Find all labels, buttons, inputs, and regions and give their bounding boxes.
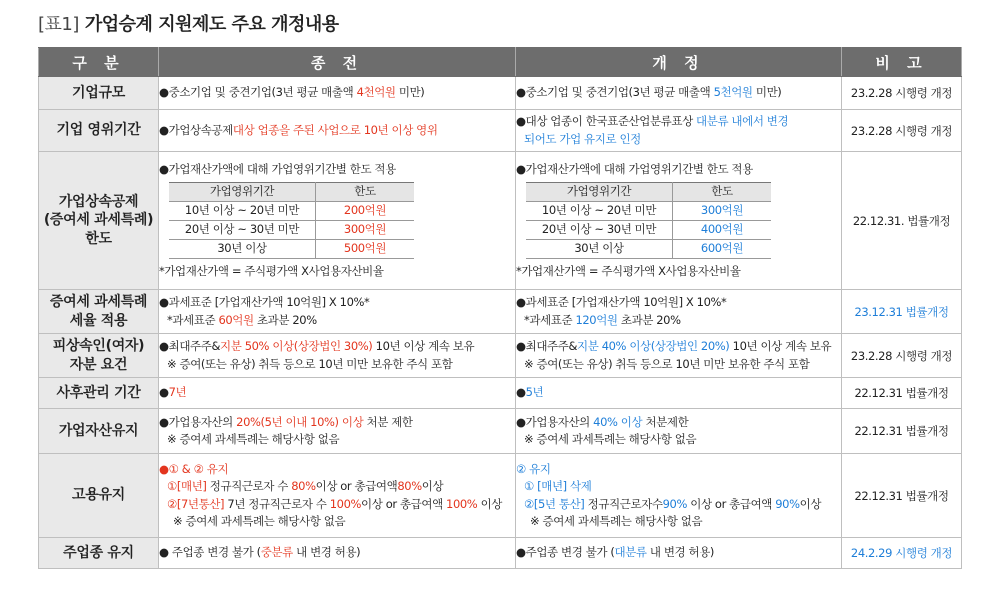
row-label: 피상속인(여자) 자분 요건 [39, 334, 159, 378]
after-cell: ●대상 업종이 한국표준산업분류표상 대분류 내에서 변경 되어도 가업 유지로 인정 [516, 110, 842, 152]
header-category: 구 분 [39, 48, 159, 77]
row-label: 고용유지 [39, 454, 159, 538]
note-cell: 24.2.29 시행령 개정 [842, 538, 962, 569]
note-cell: 23.2.28 시행령 개정 [842, 334, 962, 378]
note-cell: 22.12.31. 법률개정 [842, 152, 962, 290]
table-row [39, 77, 962, 110]
after-cell: ●가업용자산의 40% 이상 처분제한 ※ 증여세 과세특례는 해당사항 없음 [516, 409, 842, 454]
header-row [39, 48, 962, 77]
table-row [39, 378, 962, 409]
before-cell: ●중소기업 및 중견기업(3년 평균 매출액 4천억원 미만) [159, 77, 516, 110]
table-tag: [표1] [38, 14, 79, 35]
note-cell: 22.12.31 법률개정 [842, 378, 962, 409]
table-row [39, 538, 962, 569]
table-row [39, 110, 962, 152]
reform-table [38, 47, 962, 569]
row-label: 주업종 유지 [39, 538, 159, 569]
header-after: 개 정 [516, 48, 842, 77]
before-cell: ●가업재산가액에 대해 가업영위기간별 한도 적용 가업영위기간 한도 10년 이상 ~ 20년 미만 200억원 20년 이상 ~ 30년 미만 300억원 30년 이상 500억원 *가업재산가액 = 주식평가액 X사업용자산비율 [159, 152, 516, 290]
after-cell: ●최대주주&지분 40% 이상(상장법인 20%) 10년 이상 계속 보유 ※ 증여(또는 유상) 취득 등으로 10년 미만 보유한 주식 포함 [516, 334, 842, 378]
before-cell: ●① & ② 유지 ①[매년] 정규직근로자 수 80%이상 or 총급여액80%이상 ②[7년통산] 7년 정규직근로자 수 100%이상 or 총급여액 100% 이상 ※ 증여세 과세특례는 해당사항 없음 [159, 454, 516, 538]
table-row [39, 290, 962, 334]
before-cell: ●가업용자산의 20%(5년 이내 10%) 이상 처분 제한 ※ 증여세 과세특례는 해당사항 없음 [159, 409, 516, 454]
before-cell: ●가업상속공제대상 업종을 주된 사업으로 10년 이상 영위 [159, 110, 516, 152]
row-label: 가업상속공제 (증여세 과세특례) 한도 [39, 152, 159, 290]
table-title [38, 8, 339, 38]
header-note: 비 고 [842, 48, 962, 77]
note-cell: 23.2.28 시행령 개정 [842, 77, 962, 110]
table-row [39, 334, 962, 378]
note-cell: 23.12.31 법률개정 [842, 290, 962, 334]
before-cell: ●7년 [159, 378, 516, 409]
note-cell: 22.12.31 법률개정 [842, 454, 962, 538]
header-before: 종 전 [159, 48, 516, 77]
after-cell: ●가업재산가액에 대해 가업영위기간별 한도 적용 가업영위기간 한도 10년 이상 ~ 20년 미만 300억원 20년 이상 ~ 30년 미만 400억원 30년 이상 600억원 *가업재산가액 = 주식평가액 X사업용자산비율 [516, 152, 842, 290]
row-label: 기업규모 [39, 77, 159, 110]
after-cell: ●과세표준 [가업재산가액 10억원] X 10%* *과세표준 120억원 초과분 20% [516, 290, 842, 334]
table-title-text: 가업승계 지원제도 주요 개정내용 [84, 14, 339, 35]
note-cell: 23.2.28 시행령 개정 [842, 110, 962, 152]
after-cell: ●5년 [516, 378, 842, 409]
row-label: 가업자산유지 [39, 409, 159, 454]
table-row [39, 152, 962, 290]
after-cell: ② 유지 ① [매년] 삭제 ②[5년 통산] 정규직근로자수90% 이상 or 총급여액 90%이상 ※ 증여세 과세특례는 해당사항 없음 [516, 454, 842, 538]
before-cell: ●최대주주&지분 50% 이상(상장법인 30%) 10년 이상 계속 보유 ※ 증여(또는 유상) 취득 등으로 10년 미만 보유한 주식 포함 [159, 334, 516, 378]
before-limit-table: 가업영위기간 한도 10년 이상 ~ 20년 미만 200억원 20년 이상 ~ 30년 미만 300억원 30년 이상 500억원 [169, 182, 414, 259]
after-limit-table: 가업영위기간 한도 10년 이상 ~ 20년 미만 300억원 20년 이상 ~ 30년 미만 400억원 30년 이상 600억원 [526, 182, 771, 259]
before-cell: ●과세표준 [가업재산가액 10억원] X 10%* *과세표준 60억원 초과분 20% [159, 290, 516, 334]
before-cell: ● 주업종 변경 불가 (중분류 내 변경 허용) [159, 538, 516, 569]
table-row [39, 454, 962, 538]
after-cell: ●주업종 변경 불가 (대분류 내 변경 허용) [516, 538, 842, 569]
row-label: 사후관리 기간 [39, 378, 159, 409]
table-row [39, 409, 962, 454]
row-label: 기업 영위기간 [39, 110, 159, 152]
row-label: 증여세 과세특례 세율 적용 [39, 290, 159, 334]
note-cell: 22.12.31 법률개정 [842, 409, 962, 454]
after-cell: ●중소기업 및 중견기업(3년 평균 매출액 5천억원 미만) [516, 77, 842, 110]
